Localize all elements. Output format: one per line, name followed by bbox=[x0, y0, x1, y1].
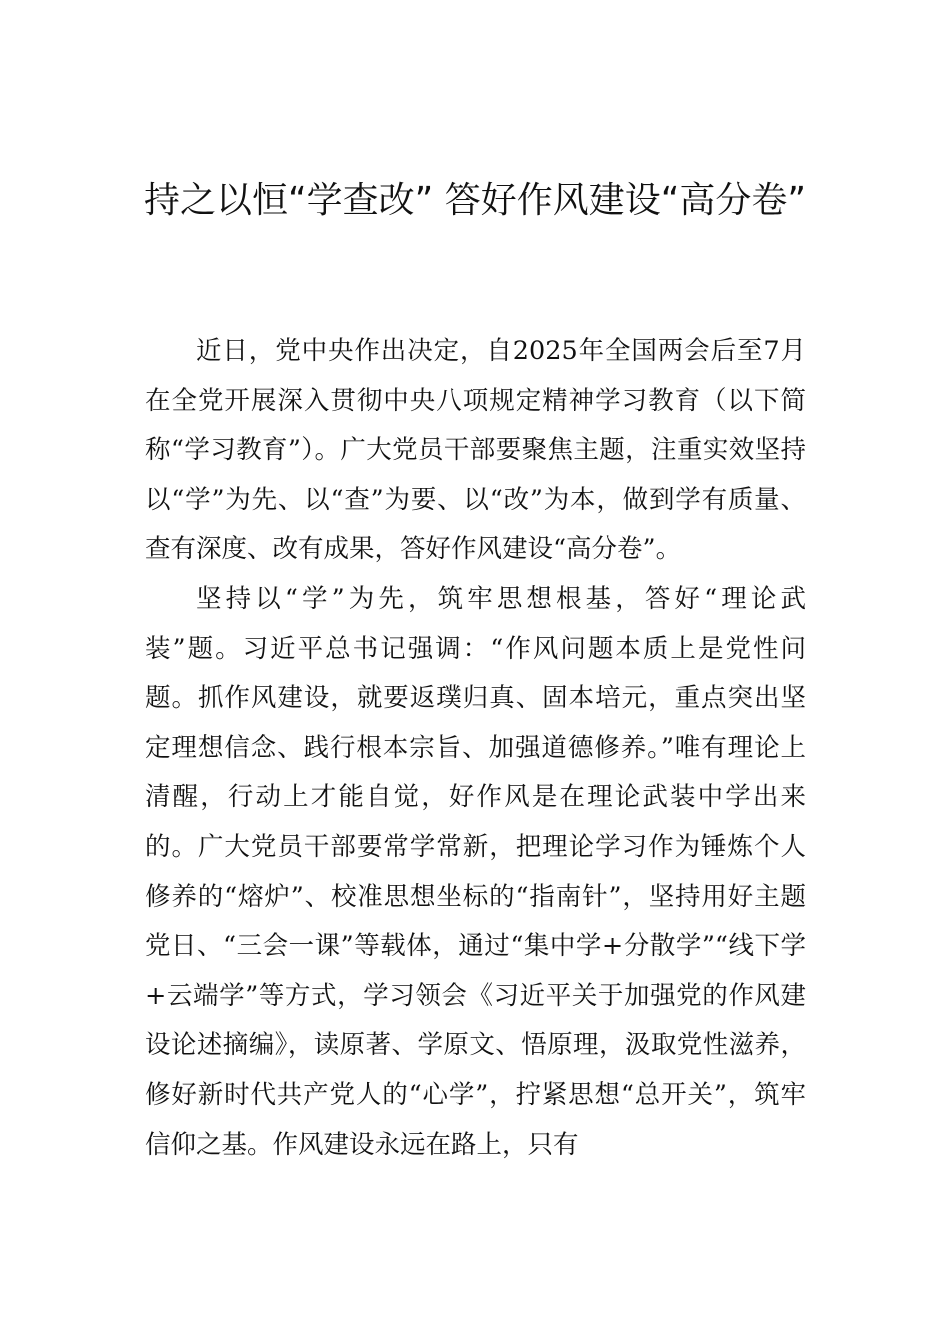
paragraph-2: 坚持以“学”为先，筑牢思想根基，答好“理论武装”题。习近平总书记强调：“作风问题本质上是党性问题。抓作风建设，就要返璞归真、固本培元，重点突出坚定理想信念、践行根本宗旨、加强道德修养。”唯有理论上清醒，行动上才能自觉，好作风是在理论武装中学出来的。广大党员干部要常学常新，把理论学习作为锤炼个人修养的“熔炉”、校准思想坐标的“指南针”，坚持用好主题党日、“三会一课”等载体，通过“集中学+分散学”“线下学+云端学”等方式，学习领会《习近平关于加强党的作风建设论述摘编》，读原著、学原文、悟原理，汲取党性滋养，修好新时代共产党人的“心学”，拧紧思想“总开关”，筑牢信仰之基。作风建设永远在路上，只有 bbox=[145, 583, 806, 1160]
document-title: 持之以恒“学查改” 答好作风建设“高分卷” bbox=[143, 180, 807, 221]
paragraph-1: 近日，党中央作出决定，自2025年全国两会后至7月在全党开展深入贯彻中央八项规定精神学习教育（以下简称“学习教育”）。广大党员干部要聚焦主题，注重实效坚持以“学”为先、以“查”为要、以“改”为本，做到学有质量、查有深度、改有成果，答好作风建设“高分卷”。 bbox=[145, 336, 806, 565]
document-body bbox=[145, 327, 806, 1170]
